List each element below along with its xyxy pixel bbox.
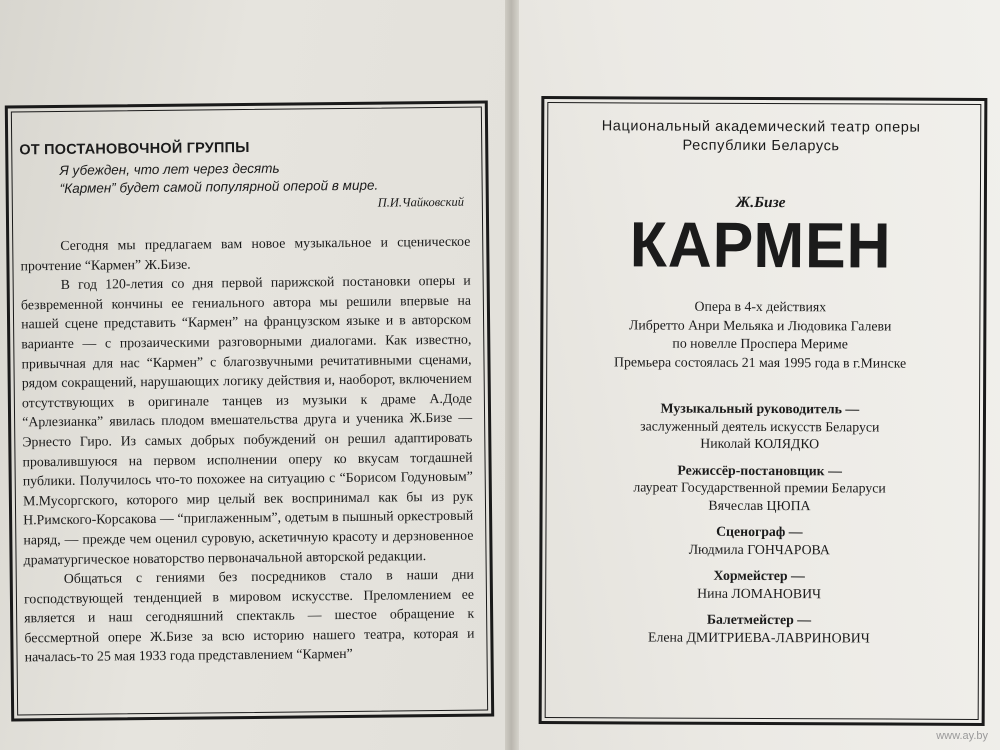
production-team-note <box>19 138 476 668</box>
credit-person: Нина ЛОМАНОВИЧ <box>697 585 822 601</box>
credit-stage-director <box>549 461 969 515</box>
theatre-name <box>551 117 971 157</box>
info-line: по новелле Проспера Мериме <box>672 335 848 352</box>
theatre-line: Национальный академический театр оперы <box>601 118 921 136</box>
credit-detail: заслуженный деятель искусств Беларуси <box>640 417 880 435</box>
credit-person: Елена ДМИТРИЕВА-ЛАВРИНОВИЧ <box>648 629 870 645</box>
info-line: Опера в 4-х действиях <box>694 298 827 315</box>
note-paragraph: Общаться с гениями без посредников стало в наши дни господствующей тенденцией в мировом искусстве. Преломлением ее является и наш сегодняшний спектакль — шестое обращение к бессмертной опере Ж.Бизе за всю историю нашего театра, которая и началась-то 25 мая 1933 года представлением “Кармен” <box>23 566 475 665</box>
note-heading: ОТ ПОСТАНОВОЧНОЙ ГРУППЫ <box>19 139 250 159</box>
credit-person: Вячеслав ЦЮПА <box>708 497 811 513</box>
credit-music-director <box>550 399 970 453</box>
credit-ballet-master <box>549 610 969 647</box>
epigraph-line: “Кармен” будет самой популярной оперой в мире. <box>59 177 379 196</box>
opera-info <box>550 297 970 373</box>
credit-detail: лауреат Государственной премии Беларуси <box>633 479 886 496</box>
credit-role: Хормейстер — <box>713 567 805 584</box>
epigraph-line: Я убежден, что лет через десять <box>59 160 280 178</box>
epigraph <box>59 158 471 198</box>
info-line: Премьера состоялась 21 мая 1995 года в г.Минске <box>613 353 907 371</box>
opera-title: КАРМЕН <box>629 208 892 282</box>
composer-name: Ж.Бизе <box>736 193 786 212</box>
credit-role: Балетмейстер — <box>706 611 812 628</box>
epigraph-author: П.И.Чайковский <box>377 194 464 210</box>
note-paragraph: В год 120-летия со дня первой парижской постановки оперы и безвременной кончины ее гениального автора мы решили впервые на нашей сцене представить “Кармен” на французском языке и в авторском варианте — с прозаическими разговорными диалогами. Как известно, привычная для нас “Кармен” с благозвучными речитативными сценами, рядом сокращений, нарушающих логику действия и, наоборот, включением отсутствующих в оригинале танцев из музыки к драме А.Доде “Арлезианка” явилась плодом вмешательства друга и ученика Ж.Бизе — Эрнесто Гиро. Из самых добрых побуждений он решил адаптировать провалившуюся на первом исполнении оперу ко вкусам тогдашней публики. Получилось что-то похожее на ситуацию с “Борисом Годуновым” М.Мусоргского, которого мир целый век воспринимал как бы из рук Н.Римского-Корсакова — “приглаженным”, одетым в пышный оркестровый наряд, — прежде чем оценил суровую, аскетичную красоту и дерзновенное драматургическое новаторство первоначальной авторской редакции. <box>20 272 474 567</box>
info-line: Либретто Анри Мельяка и Людовика Галеви <box>629 316 892 334</box>
credit-person: Людмила ГОНЧАРОВА <box>688 541 830 557</box>
credit-role: Музыкальный руководитель — <box>660 400 860 417</box>
note-paragraph: Сегодня мы предлагаем вам новое музыкальное и сценическое прочтение “Кармен” Ж.Бизе. <box>20 233 471 273</box>
note-body <box>20 232 474 668</box>
credit-set-designer <box>549 522 969 559</box>
page-fold <box>505 0 519 750</box>
theatre-line: Республики Беларусь <box>682 137 840 155</box>
credits-list <box>549 399 970 647</box>
watermark: www.ay.by <box>936 730 988 742</box>
credit-role: Режиссёр-постановщик — <box>677 462 842 478</box>
program-cover <box>549 117 971 656</box>
credit-role: Сценограф — <box>716 523 803 540</box>
credit-person: Николай КОЛЯДКО <box>700 435 820 452</box>
credit-chorus-master <box>549 566 969 603</box>
